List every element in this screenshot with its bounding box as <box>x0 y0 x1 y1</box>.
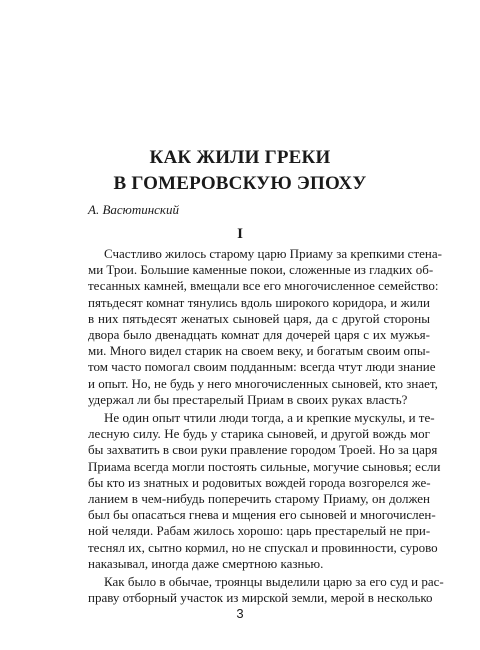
text-line: ми Трои. Большие каменные покои, сложенные из гладких об- <box>88 262 434 278</box>
text-line: ми. Много видел старик на своем веку, и богатым своим опы- <box>88 343 430 359</box>
text-line: теснял их, сытно кормил, но не спускал и провинности, сурово <box>88 539 438 555</box>
text-line: удержал ли бы престарелый Приам в своих руках власть? <box>88 391 408 407</box>
text-line: ланием в чем-нибудь поперечить старому Приаму, он должен <box>88 491 430 506</box>
text-line: в них пятьдесят женатых сыновей царя, да с другой стороны <box>88 310 430 326</box>
text-line: ной челяди. Рабам жилось хорошо: царь престарелый не при- <box>88 523 431 539</box>
text-line: том часто помогал своим подданным: всегда чтут люди знание <box>88 359 436 375</box>
text-line: Не один опыт чтили люди тогда, а и крепкие мускулы, и те- <box>104 410 435 425</box>
text-line: наказывал, иногда даже смертною казнью. <box>88 555 324 571</box>
text-line: двора было двенадцать комнат для дочерей царя с их мужья- <box>88 327 430 342</box>
chapter-title-line-2: В ГОМЕРОВСКУЮ ЭПОХУ <box>113 173 367 194</box>
text-line: Приама всегда могли постоять сильные, могучие сыновья; если <box>88 458 441 474</box>
chapter-title-line-1: КАК ЖИЛИ ГРЕКИ <box>149 147 331 168</box>
section-number: I <box>237 226 243 242</box>
text-line: Как было в обычае, троянцы выделили царю за его суд и рас- <box>104 574 444 589</box>
text-line: лесную силу. Не будь у старика сыновей, и другой вождь мог <box>88 426 430 442</box>
text-line: был бы опасаться гнева и мщения его сыновей и многочислен- <box>88 507 436 523</box>
text-line: пятьдесят комнат тянулись вдоль широкого коридора, и жили <box>88 294 430 310</box>
text-line: бы кто из знатных и родовитых вождей города возгорелся же- <box>88 474 431 490</box>
text-line: и опыт. Но, не будь у него многочисленных сыновей, кто знает, <box>88 375 438 391</box>
text-line: тесанных камней, вмещали все его многочисленное семейство: <box>88 278 439 294</box>
text-line: бы захватить в свои руки правление городом Троей. Но за царя <box>88 442 438 458</box>
text-line: праву отборный участок из мирской земли, мерой в несколько <box>88 590 433 606</box>
text-line: Счастливо жилось старому царю Приаму за крепкими стена- <box>104 246 442 261</box>
author-name: А. Васютинский <box>88 202 180 217</box>
page-number: 3 <box>236 606 244 621</box>
